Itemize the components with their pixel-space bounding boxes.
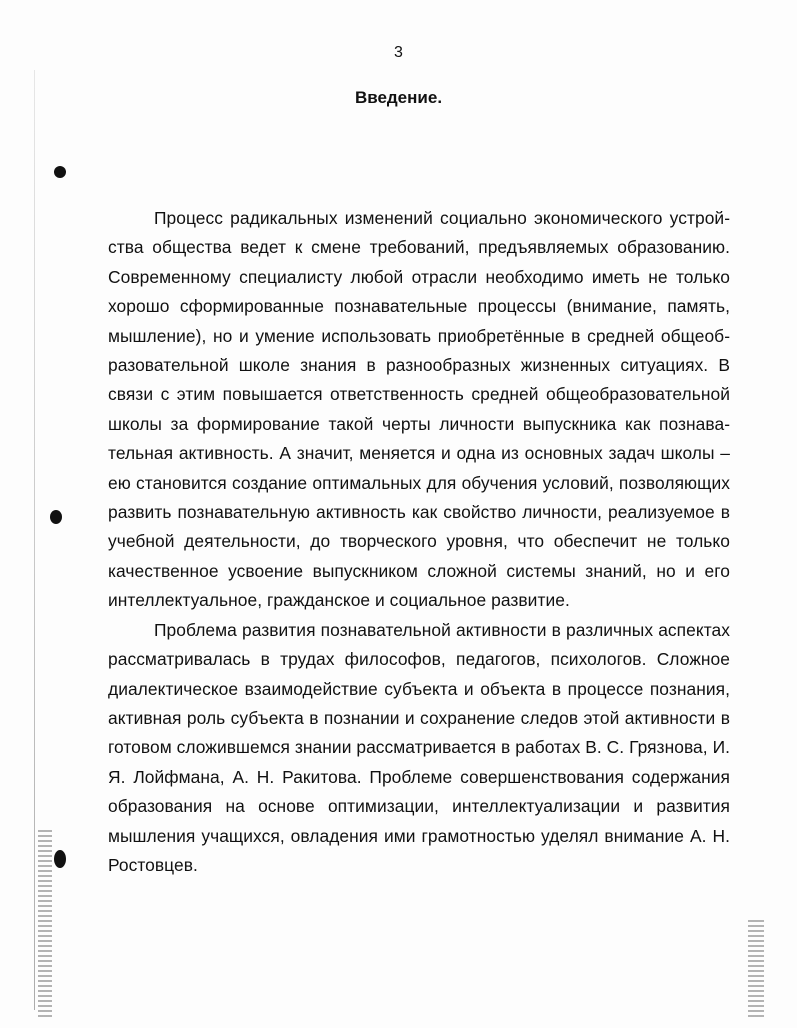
scan-blot-middle [50,510,62,524]
scan-blot-top [54,166,66,178]
page-number: 3 [394,44,403,61]
scan-noise-right [748,920,764,1020]
section-heading: Введение. [354,88,443,107]
binding-edge-line [34,70,35,1010]
body-text [108,204,730,880]
paragraph-1: Процесс радикальных изменений социально экономического устройства общества ведет к смене требований, предъявляемых образованию. Современному специалисту любой отрасли необходимо иметь не только хорошо сформированные познавательные процессы (внимание, память, мышление), но и умение использовать приобретённые в средней общеобразовательной школе знания в разнообразных жизненных ситуациях. В связи с этим повышается ответственность средней общеобразовательной школы за формирование такой черты личности выпускника как познавательная активность. А значит, меняется и одна из основных задач школы – ею становится создание оптимальных для обучения условий, позволяющих развить познавательную активность как свойство личности, реализуемое в учебной деятельности, до творческого уровня, что обеспечит не только качественное усвоение выпускником сложной системы знаний, но и его интеллектуальное, гражданское и социальное развитие. [108,208,730,611]
paragraph-2: Проблема развития познавательной активности в различных аспектах рассматривалась в трудах философов, педагогов, психологов. Сложное диалектическое взаимодействие субъекта и объекта в процессе познания, активная роль субъекта в познании и сохранение следов этой активности в готовом сложившемся знании рассматривается в работах В. С. Грязнова, И. Я. Лойфмана, А. Н. Ракитова. Проблеме совершенствования содержания образования на основе оптимизации, интеллектуализации и развития мышления учащихся, овладения ими грамотностью уделял внимание А. Н. Ростовцев. [108,619,730,875]
scan-blot-bottom [54,850,66,868]
scan-noise-left [38,830,52,1020]
